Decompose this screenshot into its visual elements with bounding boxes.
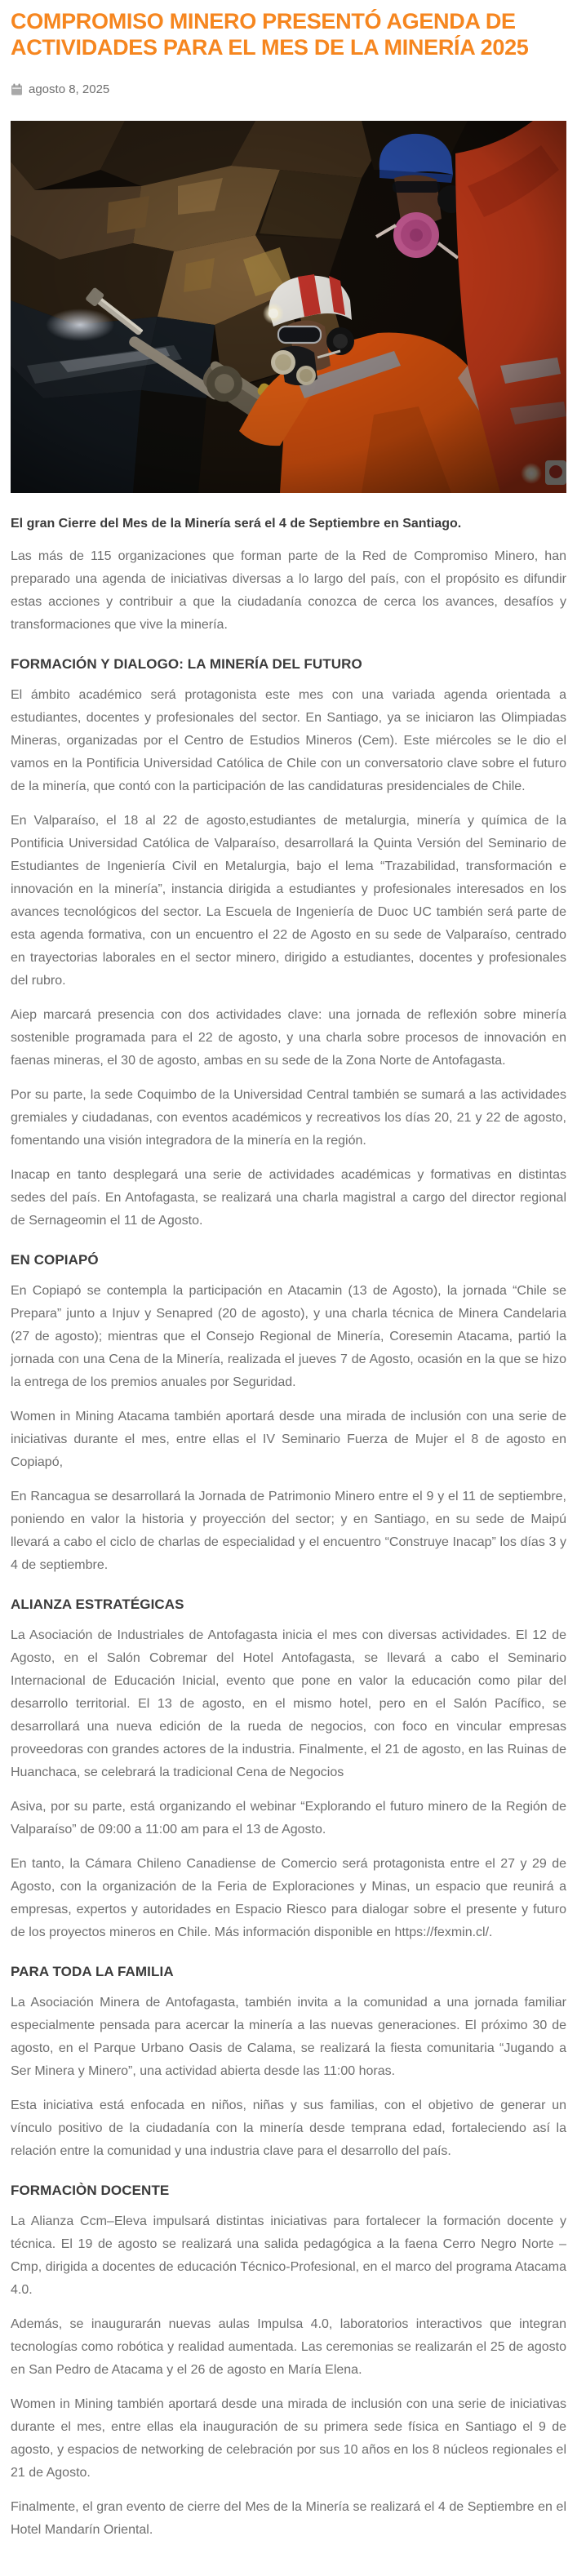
post-date: agosto 8, 2025 — [29, 82, 110, 96]
article-paragraph: Las más de 115 organizaciones que forman parte de la Red de Compromiso Minero, han preparado una agenda de iniciativas diversas a lo largo del país, con el propósito es difundir estas acciones y contribuir a que la ciudadanía conozca de cerca los avances, desafíos y transformaciones que vive la minería. — [11, 549, 566, 632]
article-paragraph: Esta iniciativa está enfocada en niños, niñas y sus familias, con el objetivo de generar un vínculo positivo de la ciudadanía con la minería desde temprana edad, fortaleciendo así la relación entre la comunidad y una industria clave para el desarrollo del país. — [11, 2098, 566, 2158]
article-paragraph: La Asociación Minera de Antofagasta, también invita a la comunidad a una jornada familiar especialmente pensada para acercar la minería a las nuevas generaciones. El próximo 30 de agosto, en el Parque Urbano Oasis de Calama, se realizará la fiesta comunitaria “Jugando a Ser Minera y Minero”, una actividad abierta desde las 11:00 horas. — [11, 1995, 566, 2078]
article-paragraph: En tanto, la Cámara Chileno Canadiense de Comercio será protagonista entre el 27 y 29 de Agosto, con la organización de la Feria de Exploraciones y Minas, un espacio que reunirá a empresas, expertos y autoridades en Espacio Riesco para dialogar sobre el presente y futuro de los proyectos mineros en Chile. Más información disponible en https://fexmin.cl/. — [11, 1856, 566, 1939]
page-title: COMPROMISO MINERO PRESENTÓ AGENDA DE ACTIVIDADES PARA EL MES DE LA MINERÍA 2025 — [11, 9, 529, 60]
image-caption: El gran Cierre del Mes de la Minería será el 4 de Septiembre en Santiago. — [11, 516, 462, 531]
article-paragraph: Asiva, por su parte, está organizando el webinar “Explorando el futuro minero de la Región de Valparaíso” de 09:00 a 11:00 am para el 13 de Agosto. — [11, 1799, 566, 1837]
section-heading: ALIANZA ESTRATÉGICAS — [11, 1596, 184, 1612]
article-paragraph: El ámbito académico será protagonista este mes con una variada agenda orientada a estudiantes, docentes y profesionales del sector. En Santiago, ya se iniciaron las Olimpiadas Mineras, organizadas por el Centro de Estudios Mineros (Cem). Este miércoles se le dio el vamos en la Pontificia Universidad Católica de Chile con un conversatorio clave sobre el futuro de la minería, que contó con la participación de las candidaturas presidenciales de Chile. — [11, 687, 566, 793]
article-paragraph: En Copiapó se contempla la participación en Atacamin (13 de Agosto), la jornada “Chile se Prepara” junto a Injuv y Senapred (20 de agosto), y una charla técnica de Minera Candelaria (27 de agosto); mientras que el Consejo Regional de Minería, Coresemin Atacama, partió la jornada con una Cena de la Minería, realizada el jueves 7 de Agosto, ocasión en la que se hizo la entrega de los premios anuales por Seguridad. — [11, 1283, 566, 1389]
article-paragraph: Finalmente, el gran evento de cierre del Mes de la Minería se realizará el 4 de Septiembre en el Hotel Mandarín Oriental. — [11, 2499, 566, 2537]
article-paragraph: Women in Mining también aportará desde una mirada de inclusión con una serie de iniciativas durante el mes, entre ellas ela inauguración de su primera sede física en Santiago el 9 de agosto, y espacios de networking de celebración por sus 10 años en los 8 núcleos regionales el 21 de Agosto. — [11, 2396, 566, 2480]
article-paragraph: En Rancagua se desarrollará la Jornada de Patrimonio Minero entre el 9 y el 11 de septiembre, poniendo en valor la historia y proyección del sector; y en Santiago, en su sede de Maipú llevará a cabo el ciclo de charlas de especialidad y el encuentro “Construye Inacap” los días 3 y 4 de septiembre. — [11, 1489, 566, 1572]
article-paragraph: La Asociación de Industriales de Antofagasta inicia el mes con diversas actividades. El 12 de Agosto, en el Salón Cobremar del Hotel Antofagasta, se llevará a cabo el Seminario Internacional de Educación Inicial, evento que pone en valor la educación como pilar del desarrollo territorial. El 13 de agosto, en el mismo hotel, pero en el Salón Pacífico, se desarrollará una nueva edición de la rueda de negocios, con foco en vincular empresas proveedoras con grandes actores de la industria. Finalmente, el 21 de agosto, en las Ruinas de Huanchaca, se celebrará la tradicional Cena de Negocios — [11, 1628, 566, 1779]
section-heading: FORMACIÒN DOCENTE — [11, 2182, 170, 2198]
section-heading: PARA TODA LA FAMILIA — [11, 1963, 174, 1979]
section-heading: EN COPIAPÓ — [11, 1251, 99, 1268]
article-paragraph: La Alianza Ccm–Eleva impulsará distintas iniciativas para fortalecer la formación docente y técnica. El 19 de agosto se realizará una salida pedagógica a la faena Cerro Negro Norte – Cmp, dirigida a docentes de educación Técnico-Profesional, en el marco del programa Atacama 4.0. — [11, 2214, 566, 2297]
article-paragraph: Aiep marcará presencia con dos actividades clave: una jornada de reflexión sobre minería sostenible programada para el 22 de agosto, y una charla sobre procesos de innovación en faenas mineras, el 30 de agosto, ambas en su sede de la Zona Norte de Antofagasta. — [11, 1007, 566, 1068]
article-paragraph: Por su parte, la sede Coquimbo de la Universidad Central también se sumará a las actividades gremiales y ciudadanas, con eventos académicos y recreativos los días 20, 21 y 22 de agosto, fomentando una visión integradora de la minería en la región. — [11, 1087, 566, 1148]
article-paragraph: Inacap en tanto desplegará una serie de actividades académicas y formativas en distintas sedes del país. En Antofagasta, se realizará una charla magistral a cargo del director regional de Sernageomin el 11 de Agosto. — [11, 1167, 566, 1228]
article-paragraph: Women in Mining Atacama también aportará desde una mirada de inclusión con una serie de iniciativas durante el mes, entre ellas el IV Seminario Fuerza de Mujer el 8 de agosto en Copiapó, — [11, 1409, 566, 1469]
article-paragraph: En Valparaíso, el 18 al 22 de agosto,estudiantes de metalurgia, minería y química de la Pontificia Universidad Católica de Valparaíso, desarrollará la Quinta Versión del Seminario de Estudiantes de Ingeniería Civil en Metalurgia, bajo el lema “Trazabilidad, transformación e innovación en la minería”, instancia dirigida a estudiantes y profesionales interesados en los avances tecnológicos del sector. La Escuela de Ingeniería de Duoc UC también será parte de esta agenda formativa, con un encuentro el 22 de Agosto en su sede de Valparaíso, centrado en trayectorias laborales en el sector minero, dirigido a estudiantes, docentes y profesionales del rubro. — [11, 813, 566, 988]
hero-image — [11, 121, 566, 493]
section-heading: FORMACIÓN Y DIALOGO: LA MINERÍA DEL FUTURO — [11, 655, 362, 672]
post-meta — [11, 82, 566, 96]
article-body — [11, 545, 566, 2542]
calendar-icon — [11, 83, 23, 95]
article-paragraph: Además, se inaugurarán nuevas aulas Impulsa 4.0, laboratorios interactivos que integran tecnologías como robótica y realidad aumentada. Las ceremonias se realizarán el 25 de agosto en San Pedro de Atacama y el 26 de agosto en María Elena. — [11, 2316, 566, 2377]
